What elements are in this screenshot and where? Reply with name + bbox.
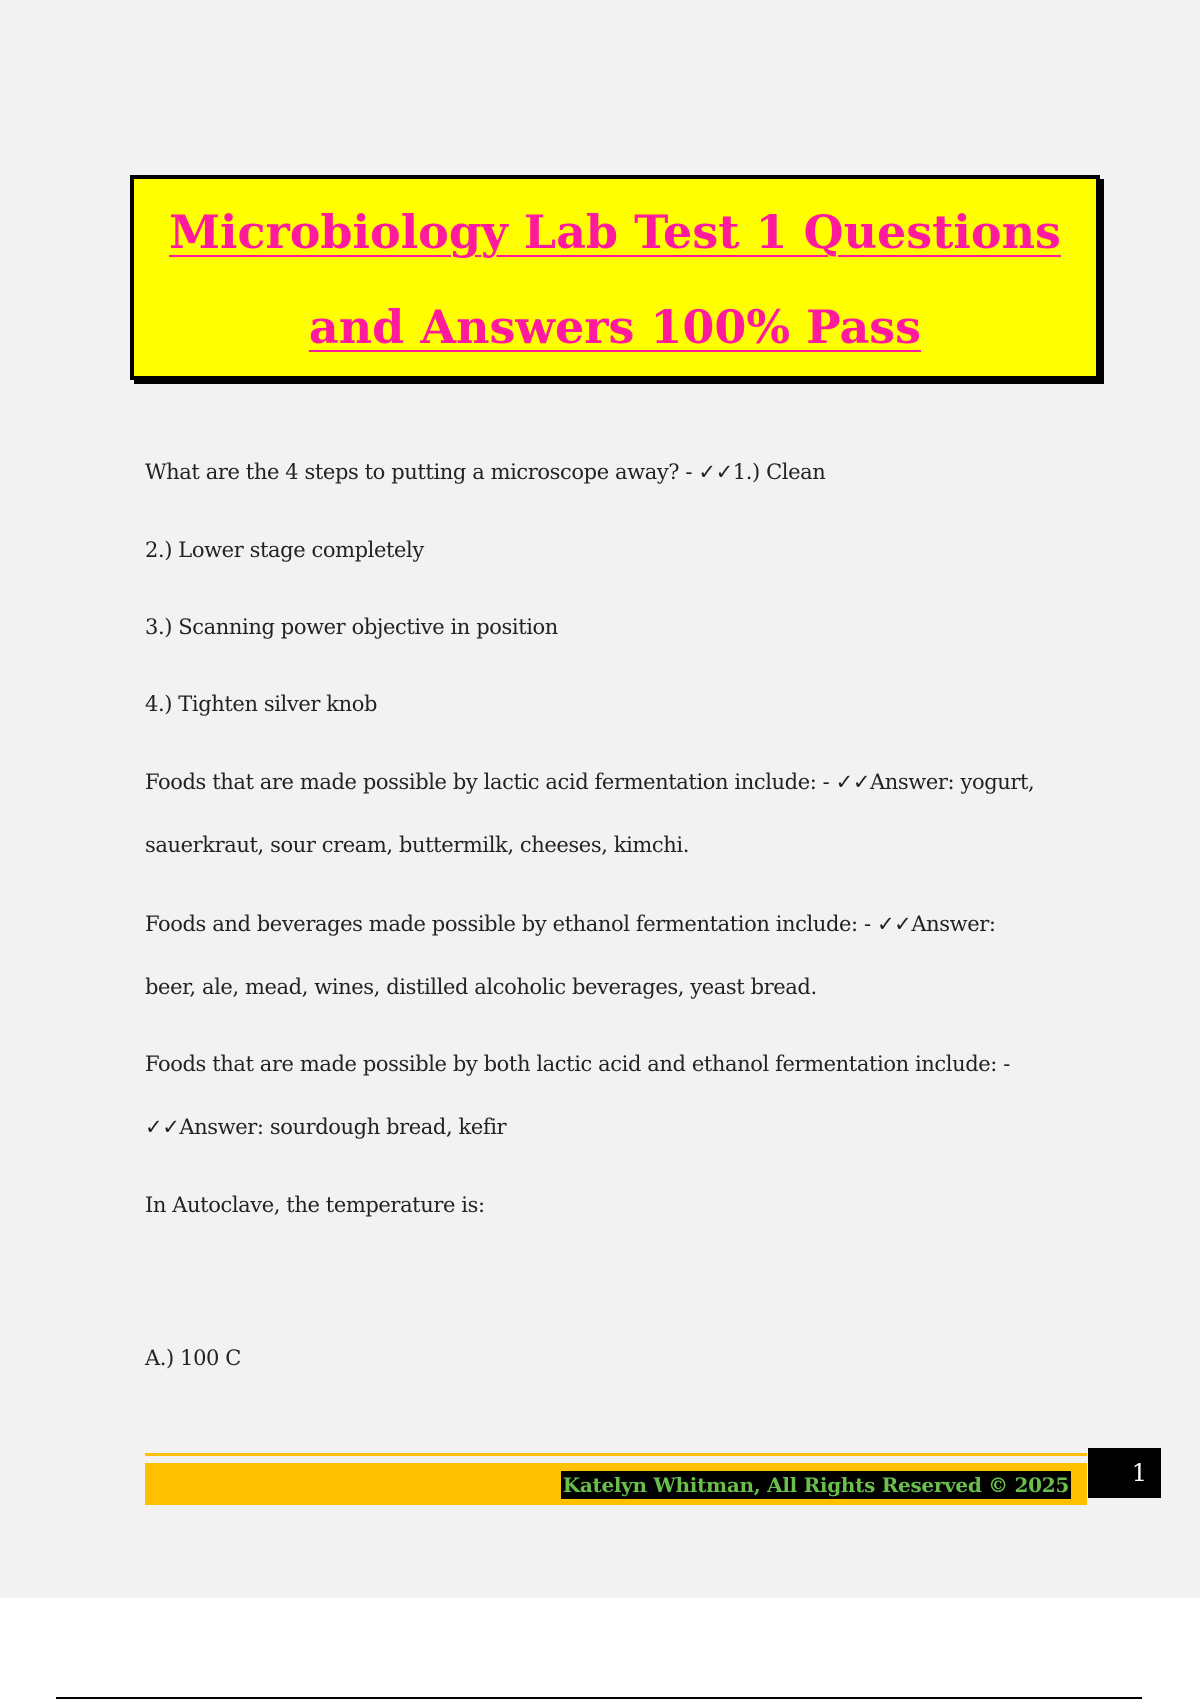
question-2-line-1: Foods that are made possible by lactic acid fermentation include: - ✓✓Answer: yogurt, <box>145 770 1035 794</box>
question-3-line-1: Foods and beverages made possible by ethanol fermentation include: - ✓✓Answer: <box>145 912 996 936</box>
footer-bar <box>145 1463 1087 1505</box>
title-line-1 <box>134 185 1096 280</box>
title-line-2 <box>134 280 1096 375</box>
title-box <box>130 175 1100 380</box>
question-1-step-3: 3.) Scanning power objective in position <box>145 615 558 639</box>
question-5: In Autoclave, the temperature is: <box>145 1193 485 1217</box>
page-divider <box>56 1697 1142 1699</box>
footer-copyright: Katelyn Whitman, All Rights Reserved © 2025 <box>562 1473 1069 1497</box>
question-3-line-2: beer, ale, mead, wines, distilled alcoholic beverages, yeast bread. <box>145 975 817 999</box>
question-2-line-2: sauerkraut, sour cream, buttermilk, cheeses, kimchi. <box>145 833 689 857</box>
footer-rule <box>145 1453 1087 1456</box>
question-4-line-1: Foods that are made possible by both lactic acid and ethanol fermentation include: - <box>145 1052 1010 1076</box>
question-1-step-2: 2.) Lower stage completely <box>145 538 424 562</box>
page-number: 1 <box>1088 1448 1161 1498</box>
title-text-2: and Answers 100% Pass <box>308 300 922 354</box>
question-4-line-2: ✓✓Answer: sourdough bread, kefir <box>145 1115 507 1139</box>
title-text-1: Microbiology Lab Test 1 Questions <box>169 205 1061 259</box>
question-5-option-a: A.) 100 C <box>145 1346 241 1370</box>
question-1-step-4: 4.) Tighten silver knob <box>145 692 378 716</box>
question-1: What are the 4 steps to putting a microscope away? - ✓✓1.) Clean <box>145 460 826 484</box>
